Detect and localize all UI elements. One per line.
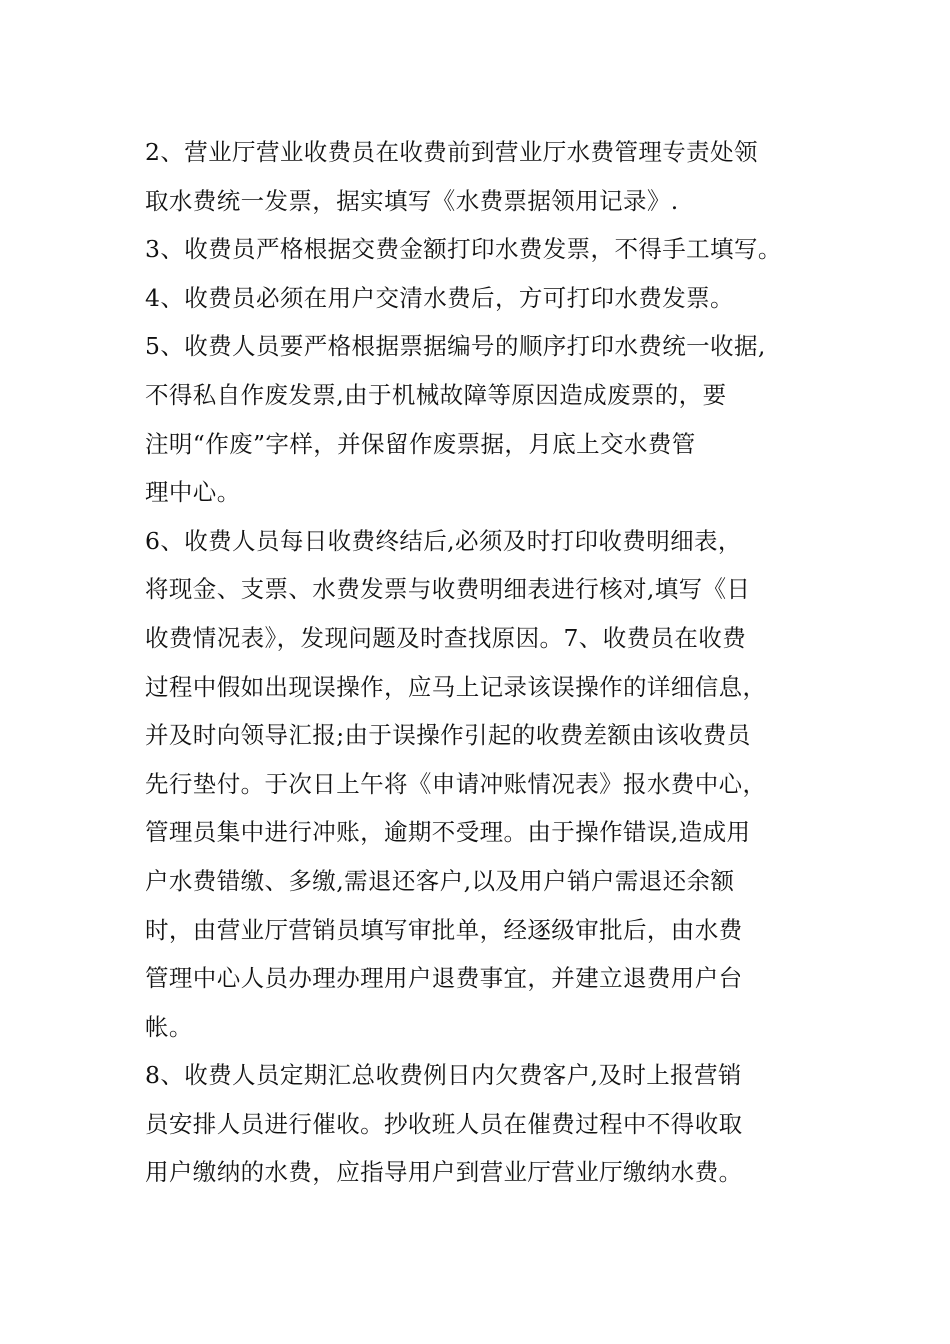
text-line: 取水费统一发票，据实填写《水费票据领用记录》.: [145, 186, 679, 215]
text-line: 理中心。: [145, 478, 241, 507]
document-body: [145, 128, 845, 1197]
text-line: 过程中假如出现误操作，应马上记录该误操作的详细信息，: [145, 672, 767, 701]
text-line: 员安排人员进行催收。抄收班人员在催费过程中不得收取: [145, 1109, 743, 1138]
text-line: 户水费错缴、多缴,需退还客户,以及用户销户需退还余额: [145, 866, 735, 895]
text-line: 收费情况表》，发现问题及时查找原因。7、收费员在收费: [145, 623, 747, 652]
text-line: 8、收费人员定期汇总收费例日内欠费客户,及时上报营销: [145, 1061, 742, 1090]
text-line: 帐。: [145, 1012, 193, 1041]
text-line: 5、收费人员要严格根据票据编号的顺序打印水费统一收据,: [145, 332, 766, 361]
text-line: 注明“作废”字样，并保留作废票据，月底上交水费管: [145, 429, 696, 458]
text-line: 3、收费员严格根据交费金额打印水费发票，不得手工填写。: [145, 235, 782, 264]
text-line: 2、营业厅营业收费员在收费前到营业厅水费管理专责处领: [145, 138, 758, 166]
text-line: 用户缴纳的水费，应指导用户到营业厅营业厅缴纳水费。: [145, 1158, 743, 1187]
text-line: 6、收费人员每日收费终结后,必须及时打印收费明细表，: [145, 526, 742, 555]
text-line: 管理员集中进行冲账，逾期不受理。由于操作错误,造成用: [145, 818, 751, 847]
text-line: 并及时向领导汇报;由于误操作引起的收费差额由该收费员: [145, 721, 751, 750]
text-line: 先行垫付。于次日上午将《申请冲账情况表》报水费中心，: [145, 769, 767, 798]
text-line: 4、收费员必须在用户交清水费后，方可打印水费发票。: [145, 283, 734, 312]
text-line: 将现金、支票、水费发票与收费明细表进行核对,填写《日: [145, 575, 751, 604]
text-line: 不得私自作废发票,由于机械故障等原因造成废票的，要: [145, 380, 727, 409]
text-line: 管理中心人员办理办理用户退费事宜，并建立退费用户台: [145, 964, 743, 993]
text-line: 时，由营业厅营销员填写审批单，经逐级审批后，由水费: [145, 915, 743, 944]
